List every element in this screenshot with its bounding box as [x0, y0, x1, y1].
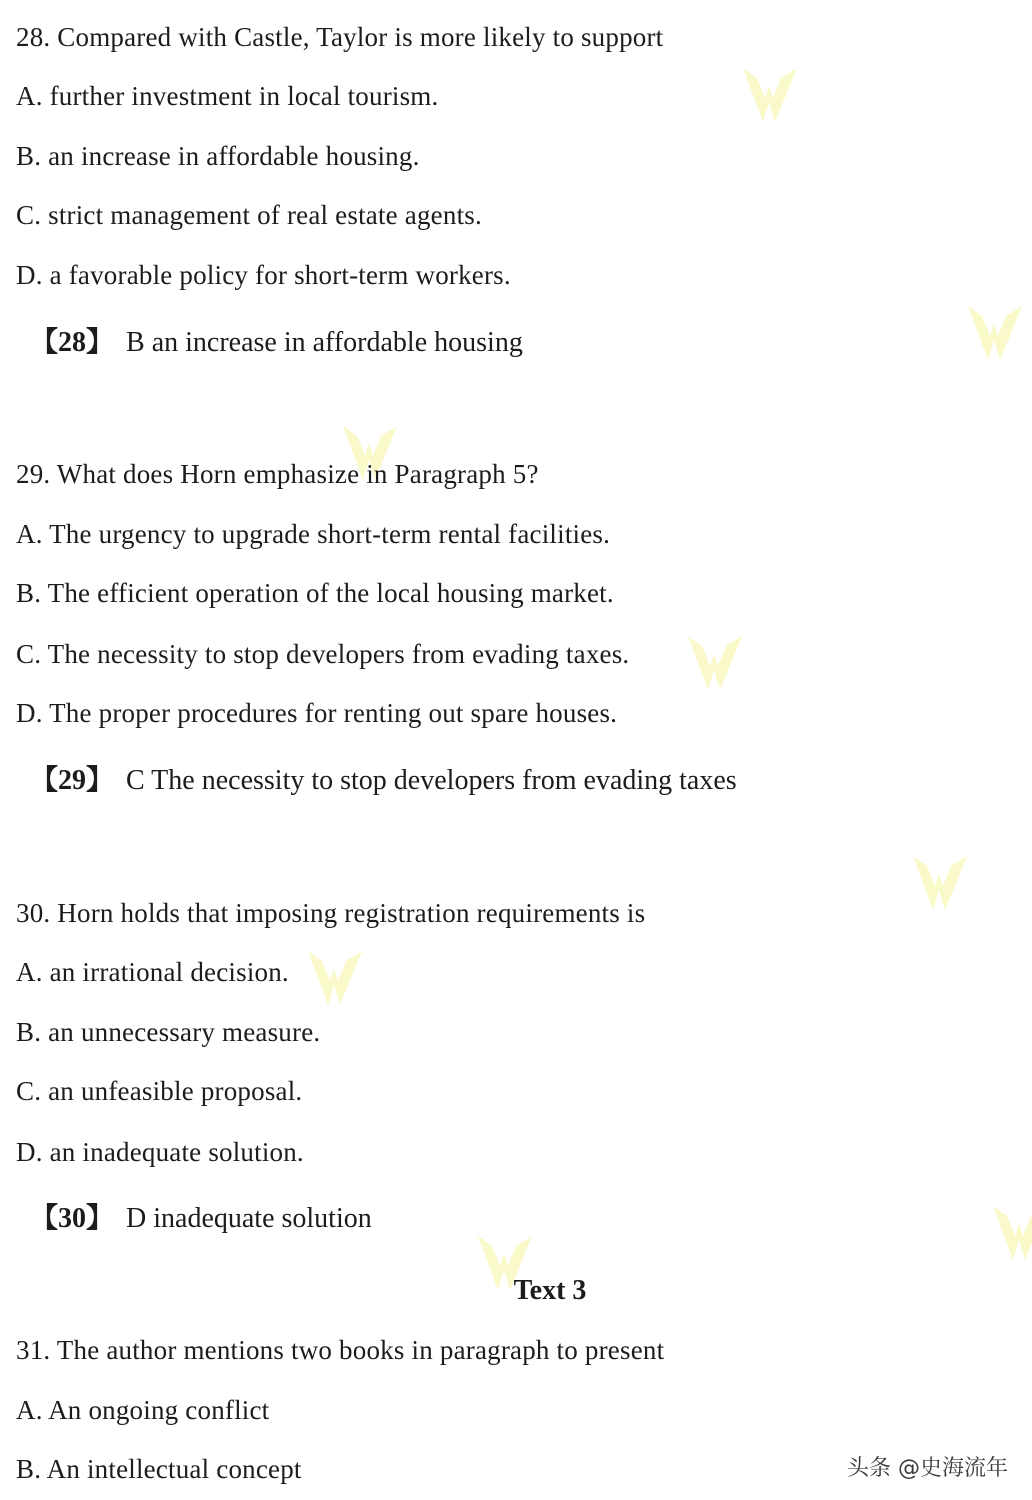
section-title: Text 3	[513, 1275, 587, 1306]
question-29-option-a: A. The urgency to upgrade short-term rental facilities.	[16, 519, 611, 549]
question-30-option-d: D. an inadequate solution.	[16, 1137, 304, 1167]
answer-28-text: B an increase in affordable housing	[126, 327, 523, 358]
question-29-option-c: C. The necessity to stop developers from evading taxes.	[16, 639, 630, 669]
question-30-stem: 30. Horn holds that imposing registration requirements is	[16, 898, 646, 928]
watermark-mark-icon	[680, 630, 750, 700]
question-28-option-b: B. an increase in affordable housing.	[16, 141, 420, 171]
question-30-option-a: A. an irrational decision.	[16, 957, 289, 987]
source-watermark: 头条 @史海流年	[847, 1456, 1008, 1481]
question-31-stem: 31. The author mentions two books in paragraph to present	[16, 1335, 665, 1365]
watermark-mark-icon	[985, 1200, 1032, 1270]
answer-29-text: C The necessity to stop developers from evading taxes	[126, 765, 737, 796]
answer-30-text: D inadequate solution	[126, 1203, 372, 1234]
question-31-option-b: B. An intellectual concept	[16, 1454, 302, 1484]
watermark-mark-icon	[735, 62, 805, 132]
answer-30	[30, 1202, 372, 1236]
question-29-option-b: B. The efficient operation of the local housing market.	[16, 578, 614, 608]
answer-28	[30, 326, 523, 360]
answer-30-number: 【30】	[30, 1203, 115, 1234]
question-28-stem: 28. Compared with Castle, Taylor is more likely to support	[16, 22, 664, 52]
question-30-option-b: B. an unnecessary measure.	[16, 1017, 321, 1047]
watermark-mark-icon	[300, 945, 370, 1015]
answer-28-number: 【28】	[30, 327, 115, 358]
watermark-mark-icon	[905, 850, 975, 920]
question-31-option-a: A. An ongoing conflict	[16, 1395, 270, 1425]
question-28-option-a: A. further investment in local tourism.	[16, 81, 439, 111]
watermark-mark-icon	[960, 300, 1030, 370]
question-28-option-d: D. a favorable policy for short-term workers.	[16, 260, 511, 290]
question-30-option-c: C. an unfeasible proposal.	[16, 1076, 303, 1106]
question-28-option-c: C. strict management of real estate agents.	[16, 200, 482, 230]
question-29-stem: 29. What does Horn emphasize in Paragraph 5?	[16, 459, 539, 489]
question-29-option-d: D. The proper procedures for renting out spare houses.	[16, 698, 618, 728]
answer-29	[30, 764, 737, 798]
answer-29-number: 【29】	[30, 765, 115, 796]
